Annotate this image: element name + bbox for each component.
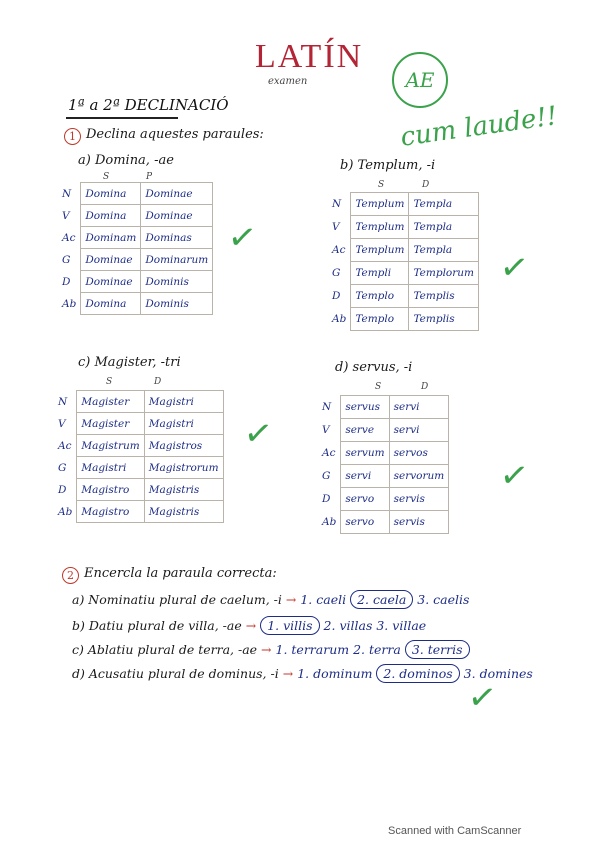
singular-form: Domina — [81, 183, 141, 205]
singular-form: servum — [341, 442, 389, 465]
declension-row — [318, 511, 449, 534]
plural-form: Dominis — [141, 293, 213, 315]
check-mark-a: ✓ — [225, 216, 260, 260]
declension-row — [54, 479, 223, 501]
check-mark-d: ✓ — [497, 454, 532, 498]
declension-row — [54, 435, 223, 457]
singular-form: Dominae — [81, 249, 141, 271]
singular-form: Templum — [351, 216, 409, 239]
plural-form: servi — [389, 396, 449, 419]
plural-form: servis — [389, 511, 449, 534]
singular-form: Templo — [351, 285, 409, 308]
declension-row — [318, 396, 449, 419]
case-tag: V — [58, 417, 66, 430]
case-tag: D — [62, 275, 71, 288]
case-tag: V — [332, 221, 340, 233]
declension-table-a — [58, 182, 213, 315]
option-circled: 1. villis — [260, 616, 319, 635]
plural-form: Magistris — [144, 501, 223, 523]
singular-form: Magistri — [77, 457, 144, 479]
singular-form: servo — [341, 488, 389, 511]
declension-row — [54, 413, 223, 435]
table-d-singular-header: S — [375, 382, 382, 392]
plural-form: Templa — [409, 216, 479, 239]
option: 2. villas — [323, 618, 373, 633]
singular-form: Magistro — [77, 501, 144, 523]
check-mark-c: ✓ — [241, 412, 276, 456]
singular-form: Magister — [77, 413, 144, 435]
declension-row — [58, 183, 213, 205]
scanner-footer: Scanned with CamScanner — [388, 825, 522, 837]
arrow-icon: → — [261, 642, 272, 657]
question-prompt: a) Nominatiu plural de caelum, -i — [72, 592, 282, 607]
table-a-singular-header: S — [103, 172, 110, 182]
singular-form: servo — [341, 511, 389, 534]
case-tag: Ac — [332, 244, 346, 256]
declension-row — [318, 419, 449, 442]
question-prompt: c) Ablatiu plural de terra, -ae — [72, 642, 258, 657]
exercise2-instruction: Encercla la paraula correcta: — [84, 566, 277, 581]
table-b-label: b) Templum, -i — [340, 158, 436, 173]
option-circled: 2. caela — [350, 590, 413, 609]
case-tag: N — [62, 187, 72, 200]
declension-row — [328, 308, 478, 331]
option: 1. dominum — [297, 666, 373, 681]
case-tag: Ab — [62, 297, 77, 310]
plural-form: Dominas — [141, 227, 213, 249]
case-tag: Ab — [322, 516, 337, 528]
table-d-plural-header: D — [421, 382, 429, 392]
question-prompt: b) Datiu plural de villa, -ae — [72, 618, 242, 633]
plural-form: servos — [389, 442, 449, 465]
case-tag: D — [58, 483, 67, 496]
table-a-plural-header: P — [146, 172, 153, 182]
singular-form: Magistrum — [77, 435, 144, 457]
case-tag: N — [322, 401, 332, 413]
option: 3. caelis — [417, 592, 470, 607]
declension-row — [54, 457, 223, 479]
singular-form: Magister — [77, 391, 144, 413]
declension-row — [328, 216, 478, 239]
plural-form: Dominarum — [141, 249, 213, 271]
case-tag: G — [58, 461, 67, 474]
section-heading: 1ª a 2ª DECLINACIÓ — [68, 96, 229, 114]
singular-form: Dominam — [81, 227, 141, 249]
singular-form: Magistro — [77, 479, 144, 501]
table-c-singular-header: S — [106, 377, 113, 387]
case-tag: Ac — [322, 447, 336, 459]
plural-form: servi — [389, 419, 449, 442]
question-d — [72, 666, 533, 681]
singular-form: servi — [341, 465, 389, 488]
singular-form: servus — [341, 396, 389, 419]
plural-form: Magistros — [144, 435, 223, 457]
declension-row — [328, 262, 478, 285]
declension-row — [54, 501, 223, 523]
plural-form: Dominae — [141, 205, 213, 227]
option: 3. villae — [376, 618, 427, 633]
plural-form: Magistri — [144, 413, 223, 435]
check-mark-b: ✓ — [497, 246, 532, 290]
singular-form: Templi — [351, 262, 409, 285]
exercise2-number: 2 — [62, 567, 79, 584]
heading-underline — [66, 117, 178, 119]
table-c-plural-header: D — [154, 377, 162, 387]
declension-table-c — [54, 390, 224, 523]
title-subtitle: examen — [268, 76, 308, 87]
singular-form: Templo — [351, 308, 409, 331]
table-b-singular-header: S — [378, 180, 385, 190]
plural-form: Templis — [409, 285, 479, 308]
case-tag: N — [58, 395, 68, 408]
case-tag: G — [62, 253, 71, 266]
question-c — [72, 642, 470, 657]
question-b — [72, 618, 426, 633]
declension-row — [58, 293, 213, 315]
option: 3. domines — [463, 666, 533, 681]
table-a-label: a) Domina, -ae — [78, 153, 174, 168]
singular-form: Domina — [81, 205, 141, 227]
option: 1. caeli — [300, 592, 347, 607]
singular-form: Domina — [81, 293, 141, 315]
plural-form: Templorum — [409, 262, 479, 285]
case-tag: D — [322, 493, 331, 505]
declension-row — [318, 488, 449, 511]
arrow-icon: → — [282, 666, 294, 681]
check-mark-exercise2: ✓ — [465, 676, 500, 720]
option: 1. terrarum — [275, 642, 350, 657]
declension-row — [54, 391, 223, 413]
singular-form: Templum — [351, 239, 409, 262]
exercise1-number: 1 — [64, 128, 81, 145]
case-tag: G — [332, 267, 341, 279]
question-a — [72, 592, 469, 607]
declension-row — [328, 285, 478, 308]
praise-note: cum laude!! — [398, 101, 560, 153]
plural-form: Templa — [409, 239, 479, 262]
case-tag: Ac — [62, 231, 76, 244]
declension-row — [328, 193, 478, 216]
option-circled: 3. terris — [405, 640, 470, 659]
grade-badge: AE — [392, 52, 448, 108]
table-d-label: d) servus, -i — [335, 360, 413, 375]
declension-table-d — [318, 395, 449, 534]
plural-form: Templis — [409, 308, 479, 331]
plural-form: Magistrorum — [144, 457, 223, 479]
case-tag: V — [62, 209, 70, 222]
arrow-icon: → — [285, 592, 297, 607]
declension-row — [328, 239, 478, 262]
case-tag: G — [322, 470, 331, 482]
plural-form: Magistris — [144, 479, 223, 501]
case-tag: Ab — [58, 505, 73, 518]
singular-form: serve — [341, 419, 389, 442]
plural-form: servorum — [389, 465, 449, 488]
plural-form: Magistri — [144, 391, 223, 413]
declension-row — [58, 271, 213, 293]
arrow-icon: → — [245, 618, 257, 633]
plural-form: Dominis — [141, 271, 213, 293]
declension-row — [58, 205, 213, 227]
page-title: LATÍN — [255, 38, 364, 75]
table-b-plural-header: D — [422, 180, 430, 190]
exercise1-instruction: Declina aquestes paraules: — [86, 127, 264, 142]
plural-form: servis — [389, 488, 449, 511]
case-tag: N — [332, 198, 342, 210]
case-tag: Ac — [58, 439, 72, 452]
option-circled: 2. dominos — [376, 664, 459, 683]
question-prompt: d) Acusatiu plural de dominus, -i — [72, 666, 279, 681]
table-c-label: c) Magister, -tri — [78, 355, 181, 370]
declension-row — [58, 227, 213, 249]
declension-row — [58, 249, 213, 271]
declension-row — [318, 465, 449, 488]
case-tag: V — [322, 424, 330, 436]
singular-form: Dominae — [81, 271, 141, 293]
declension-row — [318, 442, 449, 465]
singular-form: Templum — [351, 193, 409, 216]
declension-table-b — [328, 192, 479, 331]
case-tag: Ab — [332, 313, 347, 325]
plural-form: Dominae — [141, 183, 213, 205]
plural-form: Templa — [409, 193, 479, 216]
case-tag: D — [332, 290, 341, 302]
option: 2. terra — [353, 642, 401, 657]
